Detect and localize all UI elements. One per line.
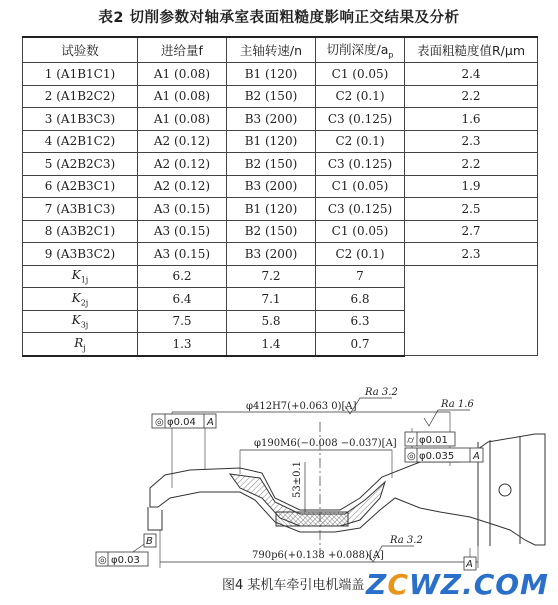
header-feed: 进给量f: [138, 37, 227, 63]
table-row: [23, 220, 538, 243]
analysis-cell: 7: [316, 265, 405, 288]
header-roughness: 表面粗糙度值R/μm: [405, 37, 538, 63]
table-cell: 1.9: [405, 175, 538, 198]
table-cell: B3 (200): [227, 243, 316, 266]
table-cell: C2 (0.1): [316, 243, 405, 266]
table-cell: A2 (0.12): [138, 130, 227, 153]
table-cell: 2.3: [405, 130, 538, 153]
table-cell: C3 (0.125): [316, 198, 405, 221]
table-cell: 2.7: [405, 220, 538, 243]
table-row: [23, 153, 538, 176]
table-cell: B1 (120): [227, 130, 316, 153]
ra-top-text: Ra 3.2: [365, 387, 398, 398]
table-cell: A2 (0.12): [138, 175, 227, 198]
table-cell: 3 (A1B3C3): [23, 108, 138, 131]
figure-caption: 图4 某机车牵引电机端盖: [222, 578, 365, 593]
table-cell: A1 (0.08): [138, 63, 227, 86]
table-cell: 8 (A3B2C1): [23, 220, 138, 243]
table-row: [23, 63, 538, 86]
analysis-cell: 1.3: [138, 333, 227, 356]
orthogonal-results-table: [22, 36, 538, 357]
analysis-label: $K_{2j}$: [23, 288, 138, 311]
table-cell: 1.6: [405, 108, 538, 131]
table-cell: A3 (0.15): [138, 198, 227, 221]
table-cell: C3 (0.125): [316, 153, 405, 176]
analysis-cell: 6.2: [138, 265, 227, 288]
table-row: [23, 130, 538, 153]
table-row: [23, 85, 538, 108]
table-cell: C1 (0.05): [316, 63, 405, 86]
analysis-row: [23, 265, 538, 288]
header-depth: 切削深度$/a_p$: [316, 37, 405, 63]
table-cell: 2.4: [405, 63, 538, 86]
fcf-left-bottom: [96, 552, 148, 566]
svg-text:φ0.03: φ0.03: [111, 555, 140, 566]
table-cell: A3 (0.15): [138, 243, 227, 266]
cover-body-outline: [150, 434, 545, 545]
analysis-cell: 5.8: [227, 310, 316, 333]
table-cell: C2 (0.1): [316, 130, 405, 153]
table-cell: B1 (120): [227, 198, 316, 221]
svg-text:A: A: [466, 559, 473, 570]
svg-text:A: A: [473, 451, 480, 462]
table-cell: 5 (A2B2C3): [23, 153, 138, 176]
table-cell: C3 (0.125): [316, 108, 405, 131]
table-cell: A1 (0.08): [138, 108, 227, 131]
blank-cell: [405, 265, 538, 356]
concentricity-icon: ◎: [407, 451, 416, 462]
table-row: [23, 198, 538, 221]
table-row: [23, 243, 538, 266]
table-cell: A1 (0.08): [138, 85, 227, 108]
table-header-row: [23, 37, 538, 63]
header-speed: 主轴转速/n: [227, 37, 316, 63]
dim-height-text: 53±0.1: [292, 460, 303, 498]
table-cell: 1 (A1B1C1): [23, 63, 138, 86]
mount-hole: [499, 484, 511, 496]
table-cell: A2 (0.12): [138, 153, 227, 176]
table-row: [23, 108, 538, 131]
table-cell: 4 (A2B1C2): [23, 130, 138, 153]
svg-text:B: B: [146, 536, 153, 547]
table-cell: 2.5: [405, 198, 538, 221]
analysis-cell: 6.8: [316, 288, 405, 311]
dim-mid-text: φ190M6(−0.008 −0.037)[A]: [254, 438, 397, 449]
svg-text:φ0.04: φ0.04: [167, 417, 196, 428]
table-cell: 7 (A3B1C3): [23, 198, 138, 221]
table-cell: C1 (0.05): [316, 220, 405, 243]
table-cell: B2 (150): [227, 85, 316, 108]
analysis-cell: 7.5: [138, 310, 227, 333]
concentricity-icon: ◎: [98, 555, 107, 566]
analysis-cell: 6.4: [138, 288, 227, 311]
svg-text:φ0.035: φ0.035: [419, 451, 455, 462]
fcf-left-top: [152, 414, 216, 428]
table-cell: 9 (A3B3C2): [23, 243, 138, 266]
dim-top-text: φ412H7(+0.063 0)[A]: [246, 401, 357, 412]
table-title: 表2 切削参数对轴承室表面粗糙度影响正交结果及分析: [98, 10, 460, 26]
ra-bottom-text: Ra 3.2: [390, 535, 423, 546]
table-cell: B3 (200): [227, 175, 316, 198]
table-cell: C2 (0.1): [316, 85, 405, 108]
table-cell: 2.2: [405, 85, 538, 108]
analysis-cell: 0.7: [316, 333, 405, 356]
fcf-right-2: [405, 448, 483, 462]
table-cell: 6 (A2B3C1): [23, 175, 138, 198]
fcf-right-1: [405, 432, 455, 446]
ra-right-text: Ra 1.6: [441, 399, 474, 410]
dim-bottom-text: 790p6(+0.138 +0.088)[A]: [252, 550, 384, 561]
concentricity-icon: ◎: [155, 417, 164, 428]
watermark-logo: ZCWZ.COM: [366, 568, 549, 601]
datum-b: [144, 534, 156, 547]
table-cell: C1 (0.05): [316, 175, 405, 198]
cylindricity-icon: ⌭: [407, 435, 415, 446]
table-cell: B2 (150): [227, 220, 316, 243]
analysis-cell: 7.1: [227, 288, 316, 311]
analysis-label: $K_{3j}$: [23, 310, 138, 333]
analysis-cell: 1.4: [227, 333, 316, 356]
analysis-label: $R_j$: [23, 333, 138, 356]
bearing-housing: [276, 512, 348, 526]
left-lip: [148, 507, 162, 530]
table-cell: B2 (150): [227, 153, 316, 176]
analysis-cell: 7.2: [227, 265, 316, 288]
table-cell: B3 (200): [227, 108, 316, 131]
table-cell: 2.3: [405, 243, 538, 266]
table-cell: 2.2: [405, 153, 538, 176]
svg-text:φ0.01: φ0.01: [419, 435, 448, 446]
table-cell: B1 (120): [227, 63, 316, 86]
table-cell: 2 (A1B2C2): [23, 85, 138, 108]
ra-mark-right: [424, 410, 470, 426]
analysis-label: $K_{1j}$: [23, 265, 138, 288]
header-trial: 试验数: [23, 37, 138, 63]
table-row: [23, 175, 538, 198]
analysis-cell: 6.3: [316, 310, 405, 333]
svg-text:A: A: [207, 417, 214, 428]
table-cell: A3 (0.15): [138, 220, 227, 243]
